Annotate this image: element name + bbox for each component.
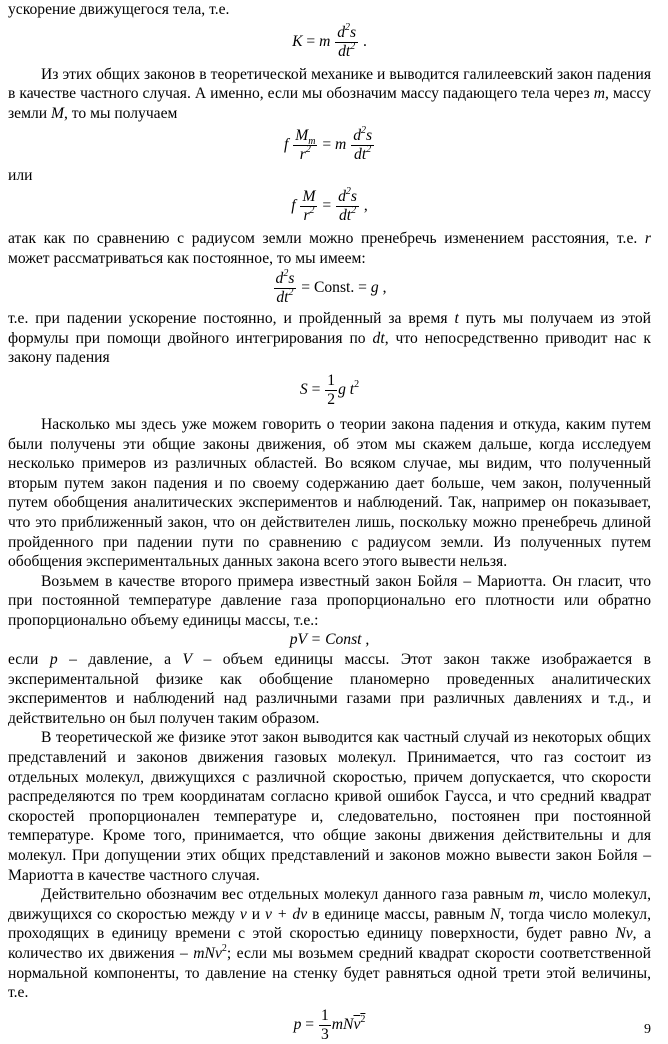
- fraction: $\frac{M}{r^2}$: [302, 187, 316, 224]
- paragraph: Из этих общих законов в теоретической механике и выводится галилеевский закон падения в качестве частного случая. А именно, если мы обозначим массу падающего тела через m, массу земли M, то мы получаем: [8, 65, 651, 122]
- paragraph: атак как по сравнению с радиусом земли можно пренебречь изменением расстояния, т.е. r может рассматриваться как постоянное, то мы имеем:: [8, 229, 651, 267]
- fraction: $\frac{1}{3}$: [321, 1006, 329, 1043]
- equation-fall-law: S = $\frac{1}{2}$ g $t^2$: [299, 371, 360, 408]
- fraction: $\frac{d^2s}{dt^2}$: [353, 125, 373, 164]
- equation-gravity: f $\frac{M_m}{r^2}$ = m $\frac{d^2s}{dt^2}$: [283, 125, 373, 164]
- document-page: [8, 0, 651, 1044]
- fraction: $\frac{d^2s}{dt^2}$: [275, 268, 295, 307]
- eq-var: K: [292, 32, 303, 50]
- paragraph: т.е. при падении ускорение постоянно, и пройденный за время t путь мы получаем из этой формулы при помощи двойного интегрирования по dt, что непосредственно приводит нас к закону падения: [8, 310, 652, 367]
- eq-sign: =: [302, 32, 320, 50]
- page-number: 9: [644, 1022, 651, 1037]
- text-line: или: [8, 167, 33, 185]
- paragraph: если p – давление, а V – объем единицы массы. Этот закон также изображается в экспериментальной физике как обобщение планомерно проведенных аналитических экспериментов и наблюдений над различными газами при различных давлениях и т.д., и действительно он был получен таким образом.: [8, 651, 651, 727]
- equation-boyle: pV = Const ,: [289, 631, 370, 649]
- eq-var: m: [319, 32, 331, 50]
- paragraph: Действительно обозначим вес отдельных молекул данного газа равным m, число молекул, движущихся со скоростью между v и v + dv в единице массы, равным N, тогда число молекул, проходящих в единицу времени с этой скоростью единицу поверхности, будет равно Nv, а количество их движения – mNv$^2$; если мы возьмем средний квадрат скорости соответственной нормальной компоненты, то давление на стенку будет равняться одной трети этой величины, т.е.: [8, 886, 651, 1002]
- equation-newton: K = m $\frac{d^2s}{dt^2}$ .: [292, 21, 367, 60]
- text-line: ускорение движущегося тела, т.е.: [8, 1, 230, 18]
- equation-const: $\frac{d^2s}{dt^2}$ = Const. = g ,: [275, 268, 387, 307]
- fraction: $\frac{d^2s}{dt^2}$: [338, 185, 357, 224]
- paragraph: В теоретической же физике этот закон выводится как частный случай из некоторых общих представлений и законов движения газовых молекул. Принимается, что газ состоит из отдельных молекул, движущихся с различной скоростью, причем допускается, что скорости распределяются по трем координатам согласно кривой ошибок Гаусса, и что средний квадрат скоростей пропорционален температуре и, следовательно, постоянен при постоянной температуре. Кроме того, принимается, что общие законы движения действительны и для молекул. При допущении этих общих представлений и законов можно вывести закон Бойля – Мариотта в качестве частного случая.: [8, 729, 651, 884]
- fraction: $\frac{d^2s}{dt^2}$: [337, 21, 357, 60]
- fraction: $\frac{M_m}{r^2}$: [295, 127, 316, 164]
- paragraph: Возьмем в качестве второго примера известный закон Бойля – Мариотта. Он гласит, что при постоянной температуре давление газа пропорционально его плотности или обратно пропорционально объему единицы массы, т.е.:: [8, 572, 651, 629]
- fraction: $\frac{1}{2}$: [327, 371, 336, 408]
- paragraph: Насколько мы здесь уже можем говорить о теории закона падения и откуда, каким путем были получены эти общие законы движения, об этом мы скажем дальше, когда исследуем несколько примеров из различных областей. Во всяком случае, мы видим, что полученный вторым путем закон падения и по своему содержанию дает больше, чем закон, полученный путем обобщения аналитических экспериментов и наблюдений. Так, например он показывает, что это приближенный закон, что он действителен лишь, поскольку можно пренебречь длиной пройденного при падении пути по сравнению с радиусом земли. Из полученных путем обобщения экспериментальных данных закона всего этого вывести нельзя.: [8, 415, 651, 571]
- equation-gravity-simplified: f $\frac{M}{r^2}$ = $\frac{d^2s}{dt^2}$ ,: [291, 185, 368, 224]
- equation-pressure: p = $\frac{1}{3}$ mNv$^2$: [293, 1006, 366, 1043]
